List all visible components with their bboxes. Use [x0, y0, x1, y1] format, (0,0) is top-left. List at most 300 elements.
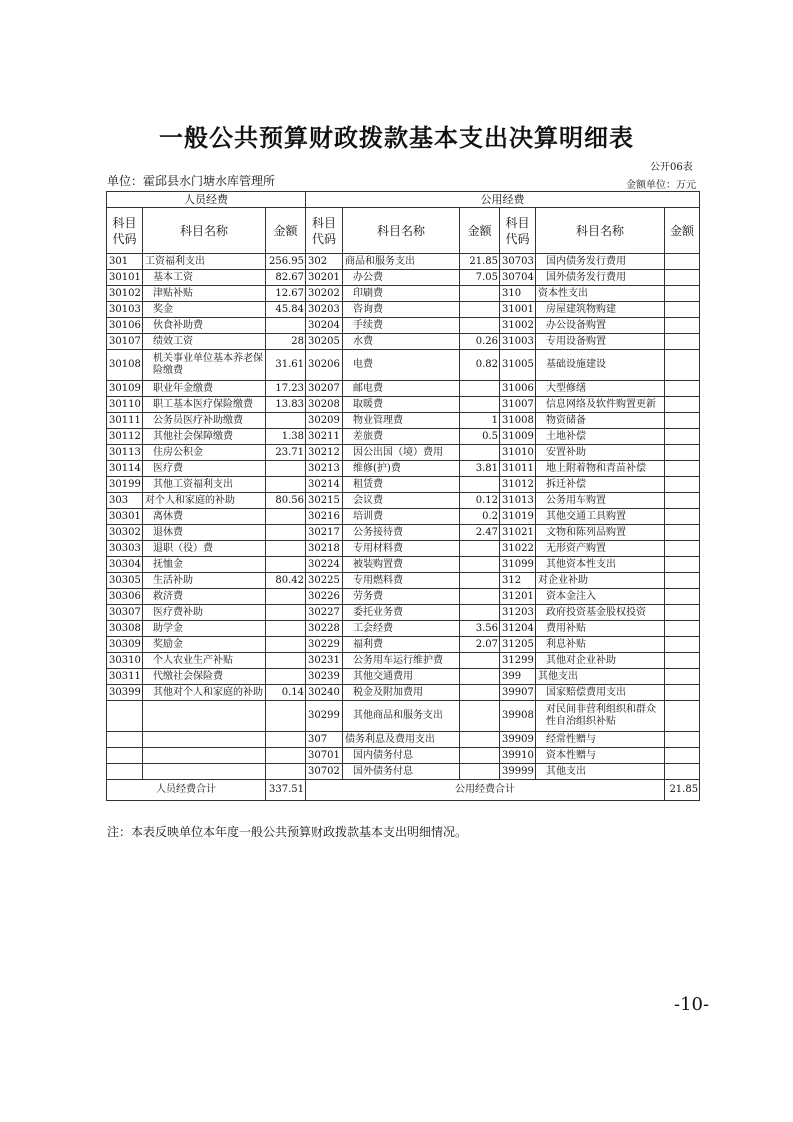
name-cell: 无形资产购置 [536, 541, 665, 557]
table-row [107, 637, 700, 653]
code-cell: 30306 [107, 589, 143, 605]
name-cell: 租赁费 [343, 477, 460, 493]
code-cell: 31099 [500, 557, 536, 573]
name-cell [143, 764, 266, 780]
table-row [107, 477, 700, 493]
amount-cell: 82.67 [266, 270, 306, 286]
code-cell: 31013 [500, 493, 536, 509]
amount-header: 金额 [665, 208, 700, 254]
amount-cell [665, 286, 700, 302]
amount-cell: 1.38 [266, 429, 306, 445]
table-row [107, 413, 700, 429]
code-cell: 30309 [107, 637, 143, 653]
name-cell: 利息补贴 [536, 637, 665, 653]
amount-cell [665, 270, 700, 286]
amount-cell: 3.81 [460, 461, 500, 477]
code-cell: 30239 [306, 669, 343, 685]
code-cell: 31008 [500, 413, 536, 429]
amount-cell: 0.26 [460, 334, 500, 350]
name-cell: 其他资本性支出 [536, 557, 665, 573]
amount-cell: 2.07 [460, 637, 500, 653]
name-cell: 邮电费 [343, 381, 460, 397]
table-row [107, 270, 700, 286]
public-total-label: 公用经费合计 [306, 780, 665, 801]
amount-cell [460, 302, 500, 318]
code-cell: 30101 [107, 270, 143, 286]
amount-cell: 80.42 [266, 573, 306, 589]
code-cell: 30218 [306, 541, 343, 557]
table-row [107, 605, 700, 621]
code-cell: 31022 [500, 541, 536, 557]
amount-cell [266, 701, 306, 732]
code-cell: 399 [500, 669, 536, 685]
amount-cell [266, 589, 306, 605]
name-cell: 退休费 [143, 525, 266, 541]
amount-cell [266, 605, 306, 621]
name-cell: 拆迁补偿 [536, 477, 665, 493]
code-cell: 30209 [306, 413, 343, 429]
amount-cell [460, 381, 500, 397]
amount-cell [266, 637, 306, 653]
amount-cell [665, 764, 700, 780]
code-cell [107, 701, 143, 732]
name-cell: 医疗费 [143, 461, 266, 477]
name-cell: 商品和服务支出 [343, 254, 460, 270]
public-header: 公用经费 [306, 192, 700, 208]
public-total-value: 21.85 [665, 780, 700, 801]
code-cell: 30240 [306, 685, 343, 701]
name-cell: 对企业补助 [536, 573, 665, 589]
amount-cell: 21.85 [460, 254, 500, 270]
name-cell: 退职（役）费 [143, 541, 266, 557]
amount-cell [665, 254, 700, 270]
code-cell: 30109 [107, 381, 143, 397]
amount-cell: 1 [460, 413, 500, 429]
amount-cell [266, 669, 306, 685]
code-cell: 30204 [306, 318, 343, 334]
totals-row [107, 780, 700, 801]
page-title: 一般公共预算财政拨款基本支出决算明细表 [159, 124, 634, 152]
code-cell: 31009 [500, 429, 536, 445]
code-cell: 39999 [500, 764, 536, 780]
personnel-total-value: 337.51 [266, 780, 306, 801]
unit-label: 单位：霍邱县水门塘水库管理所 [107, 174, 276, 188]
amount-cell [665, 318, 700, 334]
name-cell: 其他对企业补助 [536, 653, 665, 669]
amount-header: 金额 [266, 208, 306, 254]
table-row [107, 350, 700, 381]
name-cell: 国外债务发行费用 [536, 270, 665, 286]
amount-cell [266, 525, 306, 541]
table-row [107, 334, 700, 350]
code-cell: 307 [306, 732, 343, 748]
name-cell: 手续费 [343, 318, 460, 334]
name-cell: 税金及附加费用 [343, 685, 460, 701]
amount-cell [460, 589, 500, 605]
code-cell: 30103 [107, 302, 143, 318]
code-cell: 31011 [500, 461, 536, 477]
amount-cell [460, 701, 500, 732]
name-cell: 工资福利支出 [143, 254, 266, 270]
amount-cell [266, 748, 306, 764]
amount-cell [665, 605, 700, 621]
table-row [107, 445, 700, 461]
amount-cell: 0.12 [460, 493, 500, 509]
name-cell: 资本金注入 [536, 589, 665, 605]
amount-cell: 80.56 [266, 493, 306, 509]
name-cell: 培训费 [343, 509, 460, 525]
name-cell: 因公出国（境）费用 [343, 445, 460, 461]
code-cell: 30110 [107, 397, 143, 413]
code-cell: 30301 [107, 509, 143, 525]
code-cell: 39910 [500, 748, 536, 764]
table-row [107, 254, 700, 270]
name-cell: 文物和陈列品购置 [536, 525, 665, 541]
amount-cell: 45.84 [266, 302, 306, 318]
amount-header: 金额 [460, 208, 500, 254]
amount-cell [460, 653, 500, 669]
code-cell: 30702 [306, 764, 343, 780]
amount-cell [665, 525, 700, 541]
code-header: 科目代码 [306, 208, 343, 254]
amount-cell: 13.83 [266, 397, 306, 413]
code-cell: 30112 [107, 429, 143, 445]
name-cell: 被装购置费 [343, 557, 460, 573]
name-cell: 抚恤金 [143, 557, 266, 573]
amount-cell: 7.05 [460, 270, 500, 286]
amount-cell [266, 653, 306, 669]
amount-cell [460, 573, 500, 589]
name-cell: 公务用车运行维护费 [343, 653, 460, 669]
amount-cell [460, 445, 500, 461]
name-cell: 其他支出 [536, 669, 665, 685]
name-cell: 取暖费 [343, 397, 460, 413]
code-cell: 30113 [107, 445, 143, 461]
code-cell: 30203 [306, 302, 343, 318]
code-cell: 39907 [500, 685, 536, 701]
name-cell: 办公设备购置 [536, 318, 665, 334]
code-cell: 30199 [107, 477, 143, 493]
amount-cell: 3.56 [460, 621, 500, 637]
code-cell: 30704 [500, 270, 536, 286]
name-cell: 水费 [343, 334, 460, 350]
code-cell: 30226 [306, 589, 343, 605]
amount-cell [266, 318, 306, 334]
name-cell: 医疗费补助 [143, 605, 266, 621]
code-cell: 31006 [500, 381, 536, 397]
code-cell: 312 [500, 573, 536, 589]
code-cell: 31203 [500, 605, 536, 621]
name-cell: 住房公积金 [143, 445, 266, 461]
amount-cell [665, 637, 700, 653]
expenditure-table [106, 191, 700, 801]
name-cell: 安置补助 [536, 445, 665, 461]
table-code: 公开06表 [650, 162, 693, 173]
name-cell: 其他交通费用 [343, 669, 460, 685]
amount-cell: 28 [266, 334, 306, 350]
name-cell: 电费 [343, 350, 460, 381]
code-cell: 31002 [500, 318, 536, 334]
name-cell: 对个人和家庭的补助 [143, 493, 266, 509]
table-row [107, 541, 700, 557]
amount-cell [665, 748, 700, 764]
table-row [107, 509, 700, 525]
name-cell: 经常性赠与 [536, 732, 665, 748]
code-cell: 31001 [500, 302, 536, 318]
amount-cell [665, 429, 700, 445]
amount-cell [460, 685, 500, 701]
code-cell: 30214 [306, 477, 343, 493]
code-cell: 31019 [500, 509, 536, 525]
code-cell: 39909 [500, 732, 536, 748]
amount-cell [460, 286, 500, 302]
code-cell: 30107 [107, 334, 143, 350]
code-cell: 30211 [306, 429, 343, 445]
amount-cell [460, 764, 500, 780]
code-cell: 30108 [107, 350, 143, 381]
code-cell: 30212 [306, 445, 343, 461]
name-cell: 公务用车购置 [536, 493, 665, 509]
code-cell: 30229 [306, 637, 343, 653]
table-row [107, 701, 700, 732]
code-cell: 30114 [107, 461, 143, 477]
name-cell: 工会经费 [343, 621, 460, 637]
code-cell: 31021 [500, 525, 536, 541]
amount-cell [460, 732, 500, 748]
amount-cell: 256.95 [266, 254, 306, 270]
name-cell: 福利费 [343, 637, 460, 653]
code-cell: 301 [107, 254, 143, 270]
table-row [107, 573, 700, 589]
table-row [107, 429, 700, 445]
name-cell: 奖励金 [143, 637, 266, 653]
amount-cell [266, 509, 306, 525]
code-cell [107, 748, 143, 764]
code-cell: 31005 [500, 350, 536, 381]
name-cell: 职业年金缴费 [143, 381, 266, 397]
table-row [107, 685, 700, 701]
amount-cell [665, 701, 700, 732]
name-cell: 劳务费 [343, 589, 460, 605]
name-cell: 物业管理费 [343, 413, 460, 429]
code-cell: 30208 [306, 397, 343, 413]
amount-cell [460, 748, 500, 764]
name-cell: 公务接待费 [343, 525, 460, 541]
table-row [107, 302, 700, 318]
name-cell: 专用材料费 [343, 541, 460, 557]
name-cell [143, 748, 266, 764]
amount-cell [665, 541, 700, 557]
code-cell: 31003 [500, 334, 536, 350]
amount-cell: 23.71 [266, 445, 306, 461]
name-cell: 物资储备 [536, 413, 665, 429]
table-row [107, 557, 700, 573]
amount-cell [266, 732, 306, 748]
name-cell: 助学金 [143, 621, 266, 637]
code-cell: 30225 [306, 573, 343, 589]
amount-cell [665, 397, 700, 413]
name-cell: 专用设备购置 [536, 334, 665, 350]
table-row [107, 669, 700, 685]
code-cell: 30305 [107, 573, 143, 589]
code-cell: 30302 [107, 525, 143, 541]
code-cell: 30231 [306, 653, 343, 669]
header-row-groups [107, 192, 700, 208]
code-cell: 30308 [107, 621, 143, 637]
amount-cell [460, 477, 500, 493]
code-cell: 30311 [107, 669, 143, 685]
name-cell: 信息网络及软件购置更新 [536, 397, 665, 413]
table-row [107, 381, 700, 397]
name-cell: 代缴社会保险费 [143, 669, 266, 685]
amount-cell: 2.47 [460, 525, 500, 541]
amount-cell [266, 413, 306, 429]
amount-cell [665, 732, 700, 748]
code-cell: 30299 [306, 701, 343, 732]
amount-cell [460, 669, 500, 685]
amount-cell [665, 350, 700, 381]
table-row [107, 493, 700, 509]
name-cell: 土地补偿 [536, 429, 665, 445]
code-cell: 30206 [306, 350, 343, 381]
amount-cell: 0.2 [460, 509, 500, 525]
code-cell: 30303 [107, 541, 143, 557]
amount-cell [665, 334, 700, 350]
amount-cell [665, 477, 700, 493]
code-cell: 30217 [306, 525, 343, 541]
name-cell: 国内债务付息 [343, 748, 460, 764]
name-cell: 对民间非营利组织和群众性自治组织补贴 [536, 701, 665, 732]
amount-cell [665, 573, 700, 589]
name-cell: 基础设施建设 [536, 350, 665, 381]
amount-cell [266, 557, 306, 573]
code-cell: 30703 [500, 254, 536, 270]
name-cell: 机关事业单位基本养老保险缴费 [143, 350, 266, 381]
amount-cell [665, 413, 700, 429]
name-cell: 公务员医疗补助缴费 [143, 413, 266, 429]
name-cell: 政府投资基金股权投资 [536, 605, 665, 621]
personnel-total-label: 人员经费合计 [107, 780, 266, 801]
name-cell: 其他支出 [536, 764, 665, 780]
footnote: 注：本表反映单位本年度一般公共预算财政拨款基本支出明细情况。 [107, 825, 468, 839]
name-cell: 维修(护)费 [343, 461, 460, 477]
amount-cell [266, 541, 306, 557]
name-cell: 生活补助 [143, 573, 266, 589]
table-row [107, 748, 700, 764]
amount-cell [665, 509, 700, 525]
amount-cell: 0.82 [460, 350, 500, 381]
name-cell: 资本性支出 [536, 286, 665, 302]
code-cell: 31299 [500, 653, 536, 669]
name-cell: 会议费 [343, 493, 460, 509]
amount-cell [665, 302, 700, 318]
amount-cell [460, 605, 500, 621]
amount-cell [665, 557, 700, 573]
name-cell: 基本工资 [143, 270, 266, 286]
name-cell: 其他工资福利支出 [143, 477, 266, 493]
name-cell: 绩效工资 [143, 334, 266, 350]
name-cell: 国外债务付息 [343, 764, 460, 780]
amount-cell [266, 621, 306, 637]
table-row [107, 286, 700, 302]
amount-cell: 0.14 [266, 685, 306, 701]
table-row [107, 621, 700, 637]
amount-unit-label: 金额单位：万元 [626, 180, 696, 191]
code-cell: 30701 [306, 748, 343, 764]
name-cell: 国家赔偿费用支出 [536, 685, 665, 701]
code-cell: 30224 [306, 557, 343, 573]
table-row [107, 318, 700, 334]
code-cell: 30207 [306, 381, 343, 397]
code-cell: 310 [500, 286, 536, 302]
code-cell: 39908 [500, 701, 536, 732]
name-cell: 债务利息及费用支出 [343, 732, 460, 748]
name-cell: 其他交通工具购置 [536, 509, 665, 525]
amount-cell [665, 589, 700, 605]
code-cell: 30201 [306, 270, 343, 286]
name-cell: 办公费 [343, 270, 460, 286]
table-row [107, 653, 700, 669]
code-cell: 30310 [107, 653, 143, 669]
name-cell: 其他商品和服务支出 [343, 701, 460, 732]
code-cell: 30307 [107, 605, 143, 621]
name-cell: 地上附着物和青苗补偿 [536, 461, 665, 477]
amount-cell [460, 541, 500, 557]
amount-cell [460, 397, 500, 413]
name-cell: 伙食补助费 [143, 318, 266, 334]
code-cell: 31204 [500, 621, 536, 637]
name-cell: 奖金 [143, 302, 266, 318]
name-cell: 大型修缮 [536, 381, 665, 397]
code-cell: 30227 [306, 605, 343, 621]
personnel-header: 人员经费 [107, 192, 306, 208]
header-row-columns [107, 208, 700, 254]
code-cell: 30228 [306, 621, 343, 637]
name-cell: 国内债务发行费用 [536, 254, 665, 270]
name-cell: 救济费 [143, 589, 266, 605]
table-row [107, 461, 700, 477]
table-row [107, 589, 700, 605]
code-cell: 30202 [306, 286, 343, 302]
code-cell: 31007 [500, 397, 536, 413]
code-header: 科目代码 [107, 208, 143, 254]
amount-cell [266, 477, 306, 493]
name-cell: 其他社会保障缴费 [143, 429, 266, 445]
amount-cell [460, 318, 500, 334]
name-header: 科目名称 [143, 208, 266, 254]
amount-cell [665, 381, 700, 397]
amount-cell: 0.5 [460, 429, 500, 445]
name-cell: 房屋建筑物购建 [536, 302, 665, 318]
amount-cell [266, 764, 306, 780]
code-cell: 30213 [306, 461, 343, 477]
page-number: -10- [674, 994, 710, 1015]
name-cell: 其他对个人和家庭的补助 [143, 685, 266, 701]
amount-cell [665, 493, 700, 509]
amount-cell [665, 621, 700, 637]
name-cell: 离休费 [143, 509, 266, 525]
code-cell: 30111 [107, 413, 143, 429]
name-cell: 专用燃料费 [343, 573, 460, 589]
code-cell: 30102 [107, 286, 143, 302]
code-cell [107, 764, 143, 780]
code-cell: 30399 [107, 685, 143, 701]
code-cell: 30215 [306, 493, 343, 509]
table-row [107, 525, 700, 541]
code-header: 科目代码 [500, 208, 536, 254]
code-cell: 302 [306, 254, 343, 270]
amount-cell: 31.61 [266, 350, 306, 381]
